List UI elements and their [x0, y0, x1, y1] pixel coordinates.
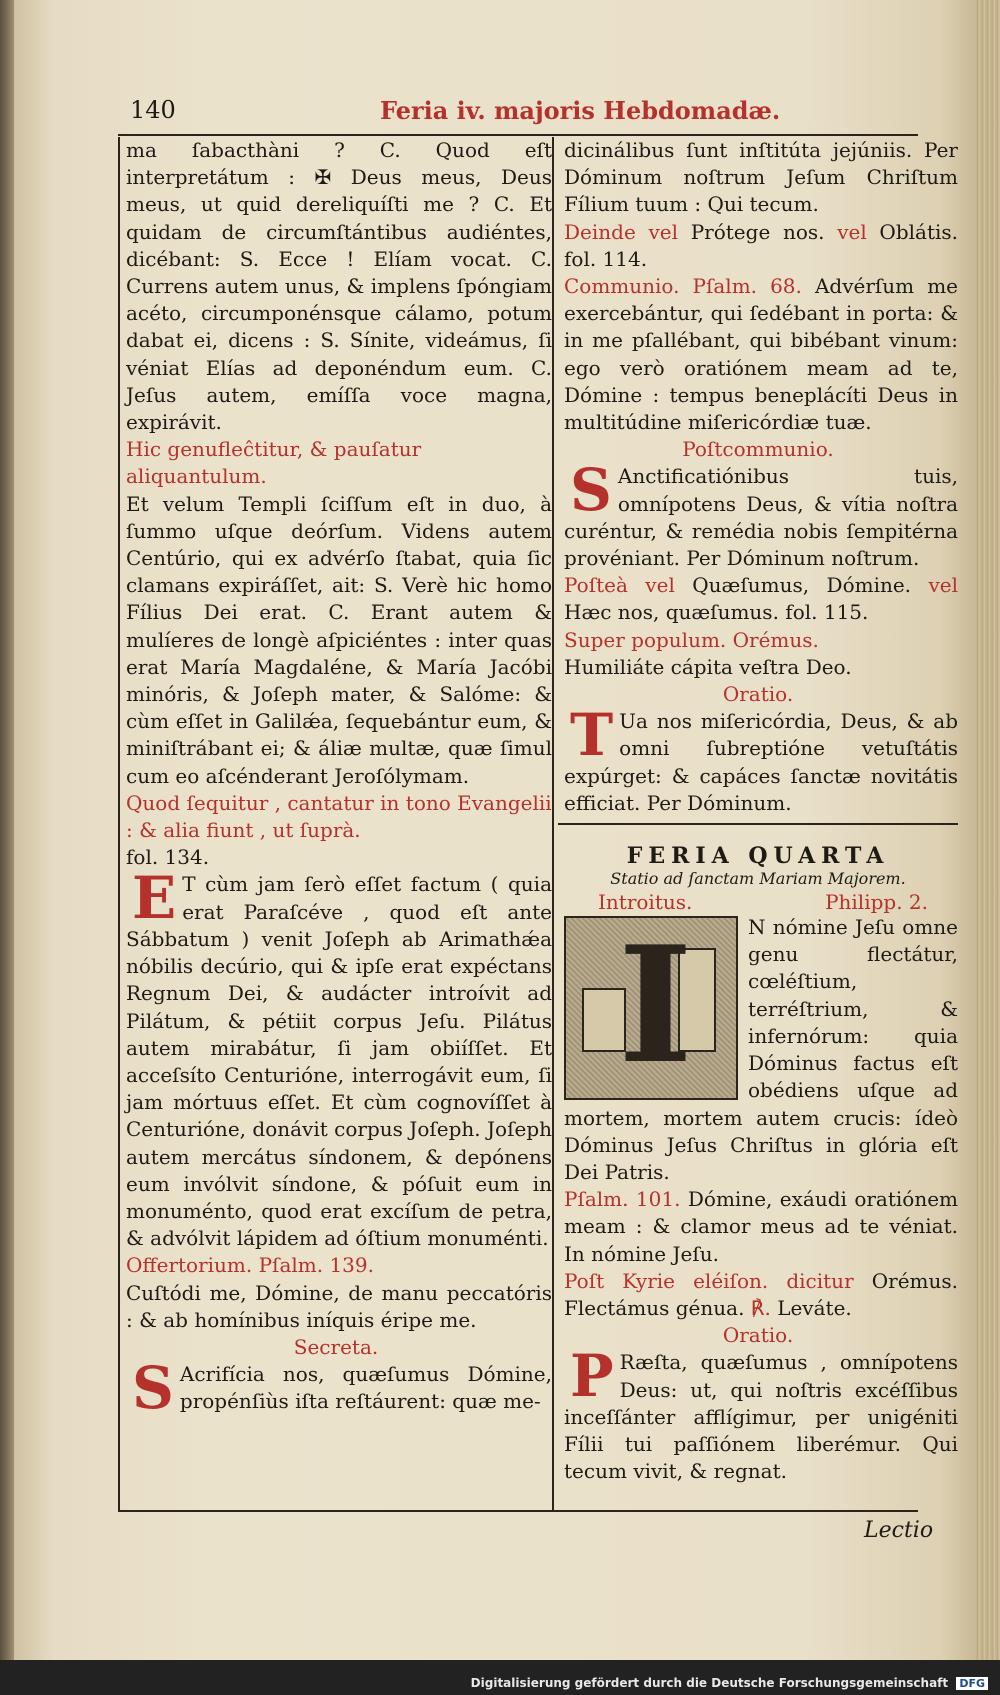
postcommunio-text — [558, 456, 958, 572]
oratio-heading-2: Oratio. — [722, 1323, 794, 1348]
haec-nos-text: Hæc nos, quæſumus. fol. 115. — [564, 600, 869, 625]
left-column — [118, 137, 552, 1510]
rubric-postea: Poſteà vel — [564, 573, 675, 598]
communio-heading: Communio. Pſalm. 68. — [564, 274, 802, 299]
passion-text-3 — [120, 864, 552, 1252]
rubric-post-kyrie: Poſt Kyrie eléiſon. dicitur — [564, 1268, 854, 1293]
dfg-logo: DFG — [956, 1677, 988, 1690]
page-header — [130, 96, 950, 130]
rubric-evangelii: Quod ſequitur , cantatur in tono Evangelii : & alia fiunt , ut ſuprà. — [126, 790, 552, 843]
rubric-vel-1: vel — [837, 219, 867, 244]
folio-reference: fol. 134. — [126, 845, 210, 870]
introitus-heading: Introitus. — [598, 890, 693, 915]
oratio-text-1 — [558, 701, 958, 817]
psalm-text: Dómine, exáudi oratiónem meam : & clamor meus ad te véniat. — [564, 1187, 959, 1239]
secreta-heading: Secreta. — [293, 1334, 379, 1359]
psalm-line — [558, 1186, 958, 1268]
drop-cap-s: S — [132, 1354, 174, 1423]
psalm-reference: Pſalm. 101. — [564, 1187, 681, 1212]
postcommunio-heading: Poſtcommunio. — [682, 437, 834, 462]
passion-text-2: Et velum Templi ſciſſum eſt in duo, à ſummo uſque deórſum. Videns autem Centúrio, qui ex advérſo ſtabat, quia ſic clamans expiráſſet, ait: S. Verè hic homo Fílius Dei erat. C. Erant autem & mulíeres de longè aſpiciéntes : inter quas erat María Magdaléne, & María Jacóbi minóris, & Joſeph mater, & Salóme: & cùm eſſet in Galilǽa, ſequebántur eum, & miniſtrábant ei; & áliæ multæ, quæ ſimul cum eo aſcénderant Jeroſólymam. — [126, 491, 552, 788]
drop-cap-p: P — [570, 1342, 614, 1411]
oratio-text-2 — [558, 1342, 958, 1485]
levate-text: Leváte. — [777, 1295, 852, 1320]
rubric-vel-2: vel — [928, 573, 959, 598]
offertorium-heading: Offertorium. Pſalm. 139. — [126, 1253, 374, 1278]
oblatis-text: Oblátis. fol. 114. — [564, 219, 958, 271]
introitus-text: N nómine Jeſu omne genu flectátur, cœléſtium, terréſtrium, & infernórum: quia Dóminus factus eſt obédiens uſque ad mortem, mortem autem crucis: ídeò Dóminus Jeſus Chriſtus in glória eſt Dei Patris. — [564, 915, 958, 1184]
rubric-genuflection: Hic genufleĉtitur, & pauſatur aliquantulum. — [126, 437, 422, 489]
secreta-text — [120, 1354, 552, 1423]
postea-line — [558, 572, 958, 626]
woodcut-initial — [564, 911, 738, 1100]
digitization-credit — [471, 1676, 988, 1690]
drop-cap-t: T — [570, 701, 614, 770]
page-edge — [976, 0, 1000, 1660]
oratio-heading-1: Oratio. — [722, 682, 794, 707]
drop-cap-e: E — [132, 864, 177, 933]
kyrie-line — [558, 1268, 958, 1322]
drop-cap-s2: S — [570, 456, 612, 525]
catchword: Lectio — [864, 1518, 934, 1543]
column-divider — [552, 137, 554, 1510]
passion-text-1: ma ſabacthàni ? C. Quod eſt interpretátum : ✠ Deus meus, Deus meus, ut quid dereliquíſti me ? C. Et quidam de circumſtántibus audiéntes, dicébant: S. Ecce ! Elíam vocat. C. Currens autem unus, & implens ſpóngiam acéto, circumponénsque cálamo, potum dabat ei, dicens : S. Sínite, videámus, ſi véniat Elías ad deponéndum eum. C. Jeſus autem, emíſſa voce magna, expirávit. — [126, 138, 552, 435]
offertorium-text: Cuſtódi me, Dómine, de manu peccatóris : & ab homínibus iníquis éripe me. — [126, 1280, 552, 1332]
communio-line — [558, 273, 958, 436]
secreta-text-body: Acrifícia nos, quæſumus Dómine, propénſiùs iſta reſtáurent: quæ me- — [179, 1362, 552, 1414]
communio-text: Advérſum me exercebántur, qui ſedébant in porta: & in me pſallébant, qui bibébant vinum: ego verò oratiónem meam ad te, Dómine : tempus beneplácíti Deus in multitúdine miſericórdiæ tuæ. — [564, 274, 958, 435]
credit-text: Digitalisierung gefördert durch die Deutsche Forschungsgemeinschaft — [470, 1676, 949, 1690]
postcommunio-body: Anctificatiónibus tuis, omnípotens Deus, & vítia noſtra curéntur, & remédia nobis ſempitérna provéniant. Per Dóminum noſtrum. — [564, 464, 958, 571]
right-column — [558, 137, 958, 1510]
page-number: 140 — [130, 96, 176, 124]
oratio-text-2-body: Ræſta, quæſumus , omnípotens Deus: ut, qui noſtris excéſſibus inceſſánter afflígimur, per unigéniti Fílii tui paſſiónem liberémur. Qui tecum vivit, & regnat. — [564, 1350, 958, 1484]
protege-line — [558, 219, 958, 273]
introitus-reference: Philipp. 2. — [825, 890, 928, 915]
feria-quarta-title: FERIA QUARTA — [626, 843, 890, 870]
super-populum-heading: Super populum. Orémus. — [564, 627, 819, 652]
section-rule — [558, 823, 958, 825]
bottom-rule — [118, 1510, 918, 1512]
in-nomine-repeat: In nómine Jeſu. — [564, 1241, 719, 1266]
running-head: Feria iv. majoris Hebdomadæ. — [380, 96, 781, 125]
response-symbol: ℟. — [750, 1295, 771, 1320]
top-rule — [118, 134, 918, 136]
passion-text-3-body: T cùm jam ſerò eſſet factum ( quia erat Paraſcéve , quod eſt ante Sábbatum ) venit Joſeph ab Arimathǽa nóbilis decúrio, qui & ipſe erat expéctans Regnum Dei, & audácter introívit ad Pilátum, & pétiit corpus Jeſu. Pilátus autem mirabátur, ſi jam obiíſſet. Et acceſsíto Centurióne, interrogávit eum, ſi jam mórtuus eſſet. Et cùm cognovíſſet à Centurióne, donávit corpus Joſeph. Joſeph autem mercátus síndonem, & depónens eum invólvit síndone, & póſuit eum in monuménto, quod erat excíſum de petra, & advólvit lápidem ad óſtium monuménti. — [126, 872, 552, 1251]
woodcut-letter: I — [618, 911, 693, 1100]
oremus-text: Orémus. Flectámus génua. — [564, 1268, 958, 1320]
humiliate-text: Humiliáte cápita veſtra Deo. — [564, 654, 852, 679]
secreta-continuation: dicinálibus ſunt inſtitúta jejúniis. Per Dóminum noſtrum Jeſum Chriſtum Fílium tuum : Qui tecum. — [564, 138, 958, 217]
rubric-deinde: Deinde vel — [564, 219, 679, 244]
oratio-text-1-body: Ua nos miſericórdia, Deus, & ab omni ſubreptióne vetuſtátis expúrget: & capáces ſanctæ novitátis efficiat. Per Dóminum. — [564, 709, 958, 815]
protege-text: Prótege nos. — [690, 219, 825, 244]
quaesumus-text: Quæſumus, Dómine. — [692, 573, 912, 598]
statio-line: Statio ad ſanctam Mariam Majorem. — [610, 869, 906, 889]
